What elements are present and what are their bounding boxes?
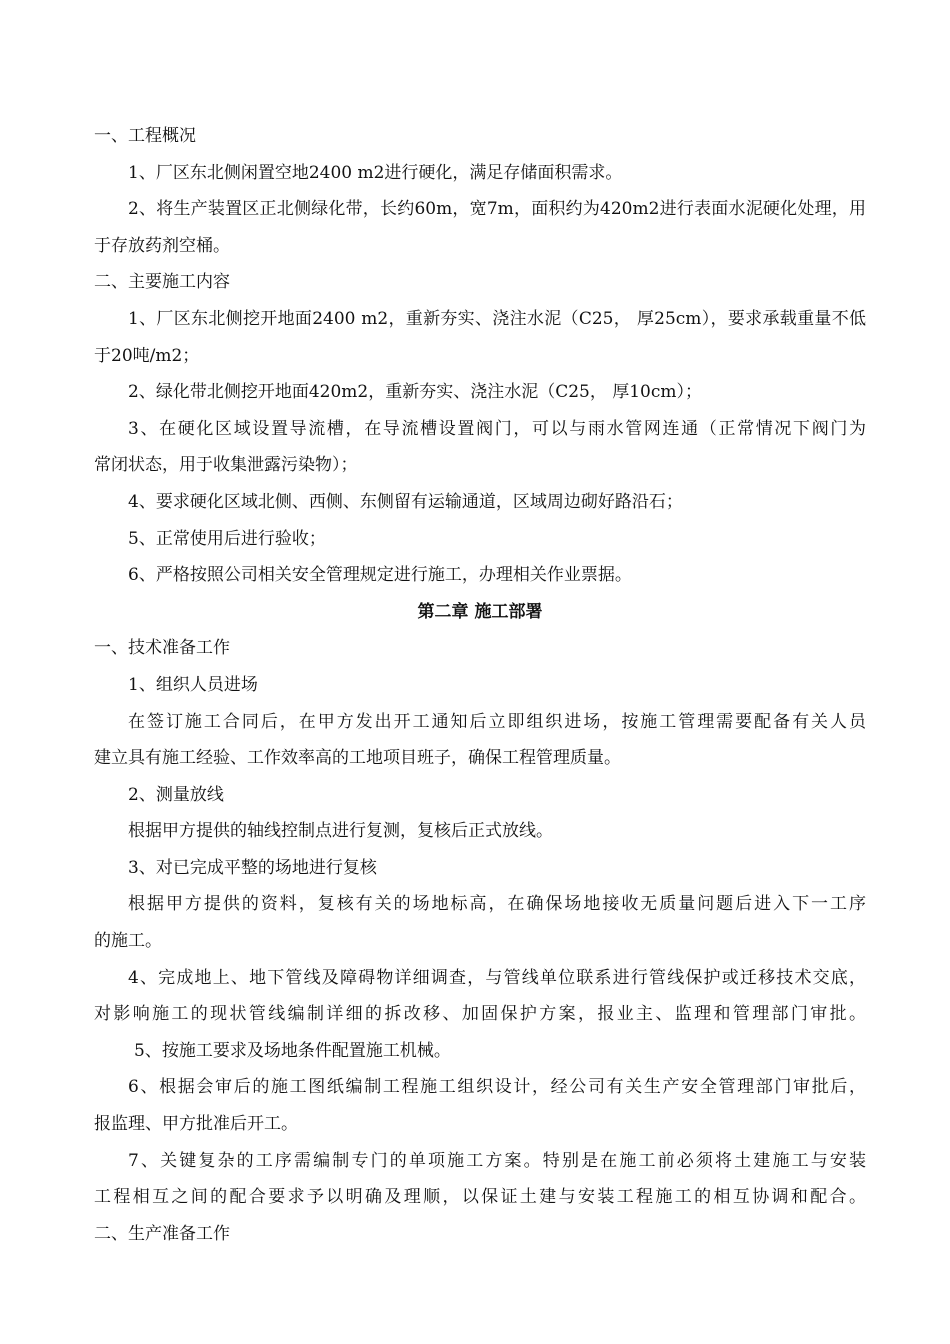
paragraph-line: 6、严格按照公司相关安全管理规定进行施工，办理相关作业票据。	[128, 565, 632, 586]
section-heading: 二、主要施工内容	[94, 272, 230, 293]
paragraph-line: 工程相互之间的配合要求予以明确及理顺，以保证土建与安装工程施工的相互协调和配合。	[94, 1187, 866, 1208]
paragraph-line: 常闭状态，用于收集泄露污染物）；	[94, 455, 358, 476]
paragraph-line: 于存放药剂空桶。	[94, 235, 230, 256]
paragraph-line: 报监理、甲方批准后开工。	[94, 1114, 298, 1135]
paragraph-line: 1、厂区东北侧挖开地面2400 m2，重新夯实、浇注水泥（C25， 厚25cm），要求承载重量不低	[128, 308, 866, 329]
section-heading: 二、生产准备工作	[94, 1223, 230, 1244]
subsection-heading: 2、测量放线	[128, 784, 224, 805]
paragraph-line: 根据甲方提供的轴线控制点进行复测，复核后正式放线。	[128, 821, 553, 842]
paragraph-line: 3、在硬化区域设置导流槽，在导流槽设置阀门，可以与雨水管网连通（正常情况下阀门为	[128, 418, 866, 439]
paragraph-line: 2、绿化带北侧挖开地面420m2，重新夯实、浇注水泥（C25， 厚10cm）；	[128, 382, 703, 403]
paragraph-line: 对影响施工的现状管线编制详细的拆改移、加固保护方案，报业主、监理和管理部门审批。	[94, 1004, 866, 1025]
paragraph-line: 2、将生产装置区正北侧绿化带，长约60m，宽7m，面积约为420m2进行表面水泥硬化处理，用	[128, 199, 866, 220]
paragraph-line: 4、要求硬化区域北侧、西侧、东侧留有运输通道，区域周边砌好路沿石；	[128, 491, 683, 512]
paragraph-line: 5、正常使用后进行验收；	[128, 528, 326, 549]
section-heading: 一、工程概况	[94, 126, 196, 146]
paragraph-line: 4、完成地上、地下管线及障碍物详细调查，与管线单位联系进行管线保护或迁移技术交底，	[128, 967, 866, 988]
paragraph-line: 建立具有施工经验、工作效率高的工地项目班子，确保工程管理质量。	[94, 748, 621, 769]
paragraph-line: 根据甲方提供的资料，复核有关的场地标高，在确保场地接收无质量问题后进入下一工序	[128, 894, 866, 915]
paragraph-line: 6、根据会审后的施工图纸编制工程施工组织设计，经公司有关生产安全管理部门审批后，	[128, 1077, 866, 1098]
paragraph-line: 于20吨/m2；	[94, 345, 200, 366]
section-heading: 一、技术准备工作	[94, 638, 230, 659]
paragraph-line: 7、关键复杂的工序需编制专门的单项施工方案。特别是在施工前必须将土建施工与安装	[128, 1150, 866, 1171]
paragraph-line: 在签订施工合同后，在甲方发出开工通知后立即组织进场，按施工管理需要配备有关人员	[128, 711, 866, 732]
document-page	[94, 118, 866, 1252]
chapter-title: 第二章 施工部署	[417, 601, 543, 622]
paragraph-line: 1、厂区东北侧闲置空地2400 m2进行硬化，满足存储面积需求。	[128, 162, 623, 183]
subsection-heading: 1、组织人员进场	[128, 674, 258, 695]
paragraph-line: 5、按施工要求及场地条件配置施工机械。	[134, 1040, 451, 1061]
subsection-heading: 3、对已完成平整的场地进行复核	[128, 857, 377, 878]
paragraph-line: 的施工。	[94, 931, 162, 952]
